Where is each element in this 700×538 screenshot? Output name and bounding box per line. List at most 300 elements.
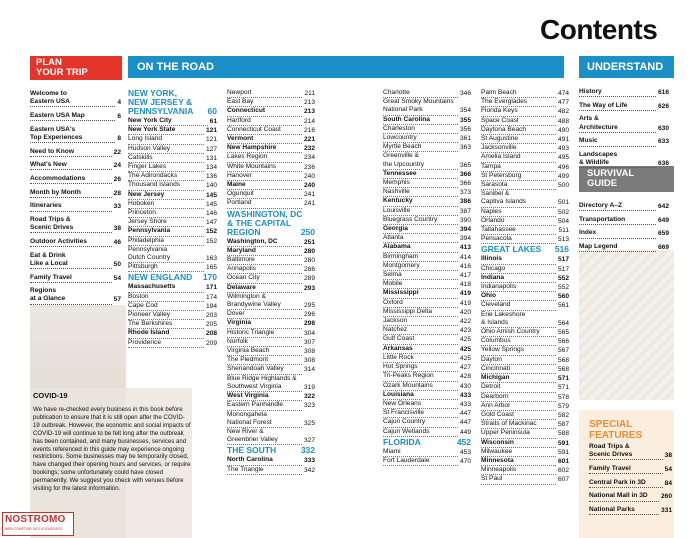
toc-entry[interactable] [128,200,217,209]
toc-entry[interactable] [383,280,471,289]
toc-entry-line: & Wildlife [579,159,609,167]
toc-page-number: 171 [205,284,217,292]
toc-entry[interactable] [481,393,569,402]
toc-entry[interactable] [383,234,471,243]
toc-entry[interactable] [128,163,217,172]
toc-entry[interactable] [589,465,672,474]
toc-entry-line: Southwest Virginia [227,382,282,390]
toc-entry[interactable] [383,308,471,317]
toc-entry[interactable] [227,310,315,319]
toc-entry-line: Detroit [481,383,501,391]
toc-entry[interactable] [383,409,471,418]
toc-entry[interactable] [383,382,471,391]
toc-entry[interactable] [227,274,315,283]
toc-section-name: & THE CAPITAL [227,217,292,228]
toc-entry[interactable] [30,161,121,170]
toc-entry[interactable] [579,229,669,238]
toc-page-number: 420 [459,308,471,316]
toc-entry-name [481,292,556,301]
toc-entry[interactable] [128,172,217,181]
toc-entry[interactable] [30,238,121,247]
toc-entry[interactable] [481,311,569,328]
toc-entry[interactable] [128,117,217,126]
toc-entry[interactable] [383,289,471,298]
toc-entry-name [481,265,556,274]
toc-entry[interactable] [30,216,121,233]
toc-entry[interactable] [481,117,569,126]
toc-entry-line: Kentucky [383,197,413,205]
toc-entry-line: Ozark Mountains [383,381,433,389]
toc-page-number: 517 [557,256,569,264]
toc-entry[interactable] [128,339,217,348]
toc-entry[interactable] [481,448,569,457]
toc-entry[interactable] [30,148,121,157]
toc-entry[interactable] [227,356,315,365]
toc-entry[interactable] [30,287,121,304]
toc-entry-name [227,319,302,328]
toc-entry[interactable] [383,207,471,216]
toc-page-number: 386 [459,198,471,206]
toc-entry[interactable] [579,102,669,111]
toc-entry[interactable] [383,89,471,98]
toc-entry[interactable] [227,365,315,374]
toc-entry[interactable] [128,145,217,154]
toc-entry-line: Cleveland [481,301,511,309]
toc-page-number: 60 [207,106,217,116]
toc-entry[interactable] [579,202,669,211]
toc-page-number: 425 [459,345,471,353]
toc-entry[interactable] [128,293,217,302]
toc-page-number: 500 [557,182,569,190]
toc-entry[interactable] [128,263,217,272]
toc-entry[interactable] [128,227,217,236]
toc-entry[interactable] [481,226,569,235]
toc-entry[interactable] [579,137,669,146]
toc-page-number: 447 [459,410,471,418]
toc-page-number: 474 [557,90,569,97]
toc-entry-name [481,117,556,126]
toc-entry-line: Memphis [383,179,410,187]
toc-entry[interactable] [481,208,569,217]
toc-entry[interactable] [128,135,217,144]
toc-entry[interactable] [227,265,315,274]
toc-entry[interactable] [383,225,471,234]
toc-entry[interactable] [481,356,569,365]
toc-entry[interactable] [383,143,471,152]
toc-entry-name [227,126,302,135]
toc-entry-line: Outdoor Activities [30,237,87,245]
toc-entry[interactable] [383,448,471,457]
toc-entry-name [383,234,458,243]
toc-entry[interactable] [227,135,315,144]
toc-page-number: 240 [303,172,315,180]
toc-page-number: 121 [205,127,217,135]
toc-entry-name [579,151,656,168]
toc-entry[interactable] [383,345,471,354]
toc-entry[interactable] [128,246,217,263]
toc-entry[interactable] [383,262,471,271]
toc-entry-name [481,98,556,107]
toc-entry[interactable] [383,125,471,134]
toc-page-number: 499 [557,172,569,180]
toc-entry[interactable] [383,188,471,197]
toc-entry[interactable] [383,116,471,125]
toc-entry[interactable] [30,175,121,184]
toc-entry-line: Hanover [227,171,252,179]
toc-entry[interactable] [383,418,471,427]
toc-page-number: 588 [557,430,569,438]
toc-entry-line: Gulf Coast [383,335,415,343]
toc-entry[interactable] [481,439,569,448]
toc-entry[interactable] [579,88,669,97]
toc-entry-line: Directory A–Z [579,202,622,209]
toc-entry[interactable] [128,181,217,190]
toc-entry-name [227,144,302,153]
toc-entry-line: New Jersey [128,190,165,198]
toc-entry[interactable] [128,209,217,218]
toc-entry[interactable] [227,375,315,392]
toc-page-number: 322 [303,393,315,401]
toc-entry[interactable] [481,383,569,392]
toc-page-number: 194 [205,302,217,310]
toc-entry[interactable] [383,372,471,381]
toc-entry-name [227,247,302,256]
toc-entry-line: Eastern USA's [30,125,76,133]
toc-entry[interactable] [383,253,471,262]
toc-entry[interactable] [383,335,471,344]
toc-entry[interactable] [481,328,569,337]
toc-entry[interactable] [30,189,121,198]
toc-page-number: 163 [205,255,217,263]
toc-entry-line: Hudson Valley [128,144,171,152]
toc-entry[interactable] [481,190,569,207]
toc-entry[interactable] [481,337,569,346]
plan-header-line: PLAN [36,57,62,68]
toc-entry-line: Erie Lakeshore [481,310,526,318]
toc-entry[interactable] [128,302,217,311]
toc-entry[interactable] [227,144,315,153]
toc-entry-line: Sanibel & [481,190,510,198]
toc-entry-name [481,328,556,337]
toc-entry[interactable] [227,319,315,328]
toc-page-number: 513 [557,236,569,244]
toc-entry[interactable] [227,107,315,116]
toc-page-number: 587 [557,421,569,429]
toc-entry-line: Norfolk [227,337,248,345]
toc-entry[interactable] [481,265,569,274]
toc-entry[interactable] [30,252,121,269]
on-the-road-column-2 [227,89,315,475]
toc-section-heading[interactable] [227,446,315,455]
toc-page-number: 232 [303,145,315,153]
toc-entry[interactable] [227,256,315,265]
toc-entry-name [383,197,458,206]
toc-entry-name [383,289,458,298]
toc-entry-line: Connecticut [227,107,266,115]
toc-entry[interactable] [30,202,121,211]
toc-entry-name [128,311,204,320]
toc-entry[interactable] [481,98,569,107]
toc-page-number: 307 [303,338,315,346]
toc-entry[interactable] [589,479,672,488]
toc-entry[interactable] [227,411,315,428]
toc-entry-line: Tri-Peaks Region [383,372,434,380]
toc-entry[interactable] [383,299,471,308]
toc-entry[interactable] [481,402,569,411]
toc-entry-name [30,216,112,233]
toc-entry-name [128,293,204,302]
toc-entry[interactable] [579,216,669,225]
toc-entry-line: Regions [30,287,57,295]
toc-entry[interactable] [383,134,471,143]
toc-entry[interactable] [383,363,471,372]
toc-entry-name [481,411,556,420]
toc-entry-name [227,256,302,265]
toc-entry-name [579,202,656,211]
toc-entry[interactable] [481,292,569,301]
toc-entry[interactable] [383,179,471,188]
toc-entry-line: Thousand Islands [128,181,181,189]
toc-entry-line: The Berkshires [128,320,173,328]
toc-page-number: 28 [113,189,121,197]
toc-entry[interactable] [227,153,315,162]
toc-page-number: 209 [205,339,217,347]
toc-entry[interactable] [481,301,569,310]
toc-entry-name [383,335,458,344]
toc-entry[interactable] [481,144,569,153]
toc-entry-line: Great Smoky Mountains [383,98,454,106]
toc-entry-name [383,89,458,98]
toc-entry-line: Pennsylvania [128,227,171,235]
toc-entry-name [30,112,115,121]
toc-page-number: 419 [459,299,471,307]
toc-entry[interactable] [383,197,471,206]
toc-entry[interactable] [227,98,315,107]
toc-entry[interactable] [579,243,669,252]
toc-entry[interactable] [481,346,569,355]
toc-section-heading[interactable] [128,273,217,282]
toc-entry-line: Greenville & [383,152,419,160]
toc-entry[interactable] [227,89,315,98]
toc-page-number: 626 [657,102,669,110]
decorative-texture-left [30,305,126,388]
toc-entry-line: Columbus [481,337,511,345]
toc-entry-name [481,402,556,411]
toc-entry-line: Lakes Region [227,153,268,161]
toc-section-heading[interactable] [481,245,569,254]
toc-entry-line: Family Travel [30,273,72,281]
toc-entry[interactable] [227,284,315,293]
toc-page-number: 211 [304,90,315,97]
toc-entry[interactable] [383,216,471,225]
toc-entry[interactable] [481,429,569,438]
special-header-line: FEATURES [589,430,643,441]
toc-page-number: 578 [557,393,569,401]
toc-entry-name [383,207,458,216]
toc-entry[interactable] [481,153,569,162]
toc-entry-name [481,226,556,235]
toc-entry[interactable] [227,338,315,347]
toc-entry[interactable] [589,443,672,460]
toc-entry[interactable] [227,181,315,190]
toc-entry[interactable] [128,329,217,338]
toc-entry[interactable] [227,247,315,256]
toc-section-heading[interactable] [227,210,315,237]
toc-entry[interactable] [227,238,315,247]
toc-entry[interactable] [481,365,569,374]
toc-entry[interactable] [227,428,315,445]
toc-entry-line: Pittsburgh [128,263,158,271]
toc-entry[interactable] [589,506,672,515]
toc-entry-line: Dayton [481,355,502,363]
toc-page-number: 298 [303,320,315,328]
toc-entry-name [481,356,556,365]
toc-entry[interactable] [227,401,315,410]
toc-entry[interactable] [481,457,569,466]
toc-entry[interactable] [128,154,217,163]
toc-entry[interactable] [227,126,315,135]
toc-entry[interactable] [383,317,471,326]
toc-entry-line: East Bay [227,98,254,106]
toc-page-number: 394 [459,226,471,234]
toc-entry[interactable] [481,283,569,292]
toc-entry-name [481,163,556,172]
toc-entry[interactable] [128,191,217,200]
covid-text: We have re-checked every business in this book before publication to ensure that it is still open after the COVID-19 outbreak. However, the economic and social impacts of COVID-19 will continue to be felt long after the outbreak has been contained, and many businesses, services and events referenced in this guide may experience ongoing restrictions. Some businesses may be temporarily closed, have changed their opening hours and services, or require bookings; some unfortunately could have closed permanently. We suggest you check with venues before visiting for the latest information. [33,406,191,493]
toc-section-name: GREAT LAKES [481,244,542,255]
toc-page-number: 280 [303,257,315,265]
toc-entry-name [383,243,458,252]
toc-section-name: REGION [227,226,261,237]
toc-entry[interactable] [579,115,669,132]
toc-entry-line: Like a Local [30,259,68,267]
toc-page-number: 289 [303,275,315,283]
toc-entry[interactable] [481,411,569,420]
toc-entry[interactable] [481,466,569,475]
toc-page-number: 630 [657,124,669,132]
toc-entry[interactable] [481,126,569,135]
toc-entry[interactable] [227,163,315,172]
toc-page-number: 582 [557,411,569,419]
toc-entry-line: New Orleans [383,399,422,407]
toc-entry-line: Ocean City [227,274,260,282]
toc-page-number: 564 [557,319,569,327]
toc-entry[interactable] [481,420,569,429]
page-title: Contents [540,14,658,45]
toc-page-number: 453 [459,448,471,456]
toc-entry[interactable] [227,293,315,310]
toc-entry[interactable] [128,237,217,246]
toc-entry[interactable] [481,235,569,244]
toc-entry-line: National Parks [589,506,635,514]
toc-entry[interactable] [227,329,315,338]
toc-entry[interactable] [383,243,471,252]
toc-entry[interactable] [481,181,569,190]
toc-entry[interactable] [128,218,217,227]
toc-entry[interactable] [30,90,121,107]
toc-entry[interactable] [383,428,471,437]
toc-entry[interactable] [383,271,471,280]
toc-entry[interactable] [227,456,315,465]
toc-entry[interactable] [128,126,217,135]
toc-entry[interactable] [30,274,121,283]
toc-entry[interactable] [383,98,471,115]
toc-section-heading[interactable] [128,89,217,116]
toc-entry[interactable] [383,170,471,179]
toc-page-number: 260 [660,493,672,501]
toc-entry[interactable] [383,354,471,363]
toc-entry[interactable] [481,255,569,264]
toc-entry-name [481,208,556,217]
toc-entry[interactable] [227,190,315,199]
toc-page-number: 355 [459,116,471,124]
toc-entry[interactable] [30,112,121,121]
toc-section-line [481,245,569,254]
toc-page-number: 205 [205,321,217,329]
toc-entry[interactable] [128,311,217,320]
toc-page-number: 365 [459,161,471,169]
toc-entry[interactable] [589,492,672,501]
toc-entry-line: The Adirondacks [128,172,178,180]
toc-entry[interactable] [227,172,315,181]
toc-entry[interactable] [227,466,315,475]
toc-entry-line: Boston [128,292,149,300]
toc-entry[interactable] [227,117,315,126]
toc-entry[interactable] [481,107,569,116]
toc-entry[interactable] [481,217,569,226]
toc-entry-name [383,134,458,143]
toc-entry-name [128,191,204,200]
toc-entry[interactable] [30,126,121,143]
toc-section-line [227,228,315,237]
toc-entry[interactable] [481,135,569,144]
toc-entry-line: Gold Coast [481,410,514,418]
toc-entry[interactable] [579,151,669,168]
toc-entry-line: Top Experiences [30,133,83,141]
toc-entry[interactable] [227,199,315,208]
toc-entry[interactable] [481,172,569,181]
toc-entry[interactable] [383,457,471,466]
toc-section-heading[interactable] [383,438,471,447]
toc-page-number: 433 [459,391,471,399]
toc-entry-line: Greenbrier Valley [227,436,278,444]
toc-entry[interactable] [481,89,569,98]
toc-entry[interactable] [383,391,471,400]
toc-entry[interactable] [128,283,217,292]
toc-entry[interactable] [383,152,471,169]
toc-entry-line: St Augustine [481,135,519,143]
toc-entry[interactable] [481,475,569,484]
toc-entry-line: Wilmington & [227,292,266,300]
toc-page-number: 24 [113,162,121,170]
toc-entry[interactable] [227,392,315,401]
toc-entry-line: Captiva Islands [481,198,527,206]
toc-entry[interactable] [481,163,569,172]
toc-entry[interactable] [227,347,315,356]
toc-entry-line: Brandywine Valley [227,301,281,309]
toc-entry[interactable] [481,374,569,383]
toc-entry-line: Natchez [383,326,408,334]
toc-entry[interactable] [383,326,471,335]
toc-entry[interactable] [128,320,217,329]
toc-entry-line: Connecticut Coast [227,125,281,133]
toc-entry-line: Massachusetts [128,283,176,291]
toc-entry[interactable] [481,274,569,283]
toc-page-number: 561 [557,302,569,310]
toc-entry-name [128,227,204,236]
toc-entry[interactable] [383,400,471,409]
toc-page-number: 363 [459,144,471,152]
